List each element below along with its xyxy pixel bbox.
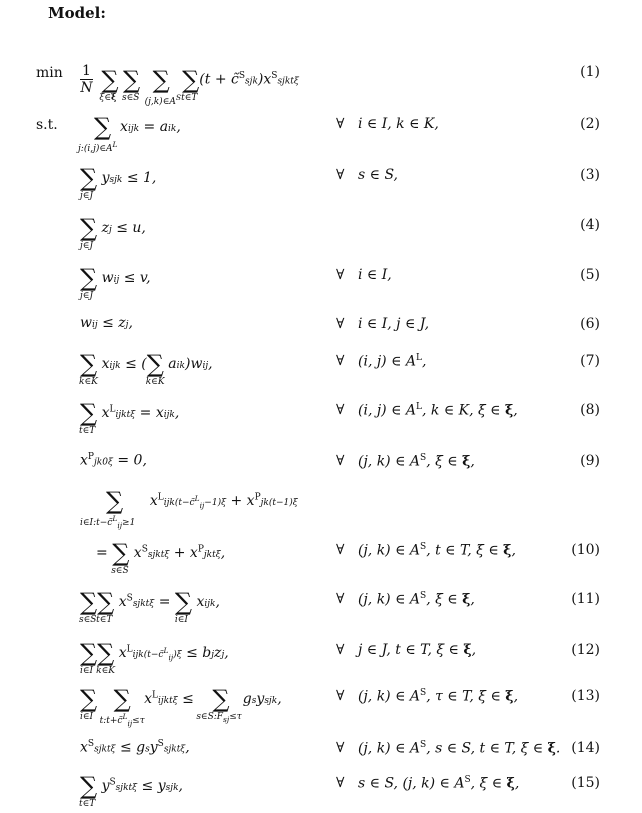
- equation-number: (8): [580, 402, 600, 418]
- forall-symbol: ∀: [336, 267, 345, 283]
- row-label: min: [36, 65, 63, 81]
- equation-expression: ∑ t∈T $y^Ssjkt\xi$ ≤ ysjk,: [79, 772, 183, 809]
- equation-condition: s ∈ S, (j, k) ∈ $A^S$, ξ ∈ ξ,: [358, 775, 520, 792]
- equation-condition: (i, j) ∈ $A^L$,: [358, 353, 427, 370]
- equation-expression: ∑ i∈I ∑ k∈K $x^Lijk(t-c̃^L_{ij})\xi$ ≤ bjzj,: [80, 639, 229, 676]
- forall-symbol: ∀: [336, 116, 345, 132]
- equation-number: (9): [580, 453, 600, 469]
- equation-number: (11): [571, 591, 600, 607]
- equation-number: (4): [580, 217, 600, 233]
- equation-expression: ∑ j∈J ysjk ≤ 1,: [80, 164, 157, 201]
- equation-expression: $x^Ssjkt\xi$ ≤ gsy$^S$sjktξ,: [80, 739, 190, 756]
- equation-expression: ∑ k∈K xijk ≤ (∑ k∈K aik)wij,: [79, 350, 213, 387]
- equation-number: (12): [571, 642, 600, 658]
- forall-symbol: ∀: [336, 353, 345, 369]
- forall-symbol: ∀: [336, 740, 345, 756]
- equation-expression: ∑ i∈I:t−c̃$^L_{ij}$≥1 $x^Lijk(t-c̃^L_{ij}-1)\xi + x^Pjk(t-1)\xi$: [80, 487, 298, 530]
- equation-expression: ∑ t∈T $x^Lijkt\xi$ = xijk,: [79, 399, 180, 436]
- forall-symbol: ∀: [336, 402, 345, 418]
- row-label: s.t.: [36, 117, 58, 133]
- equation-number: (1): [580, 64, 600, 80]
- equation-expression: ∑ j∈J zj ≤ u,: [80, 214, 146, 251]
- equation-condition: i ∈ I, j ∈ J,: [358, 316, 430, 332]
- equation-condition: (j, k) ∈ $A^S$, ξ ∈ ξ,: [358, 591, 475, 608]
- equation-condition: (j, k) ∈ $A^S$, ξ ∈ ξ,: [358, 453, 475, 470]
- equation-condition: i ∈ I, k ∈ K,: [358, 116, 439, 132]
- equation-expression: $\frac{1}{N}$ ∑ ξ∈ξ ∑ s∈S ∑ $(j,k)\in A^S$ ∑ t∈T $(t + c̃^Ssjk)x^Ssjkt\xi$: [80, 63, 299, 107]
- forall-symbol: ∀: [336, 591, 345, 607]
- equation-expression: ∑ $j:(i,j)\in A^L$ xijk = aik,: [78, 113, 181, 154]
- equation-condition: (i, j) ∈ $A^L$, k ∈ K, ξ ∈ ξ,: [358, 402, 518, 419]
- equation-number: (6): [580, 316, 600, 332]
- equation-condition: i ∈ I,: [358, 267, 392, 283]
- equation-number: (14): [571, 740, 600, 756]
- equation-number: (15): [571, 775, 600, 791]
- equation-expression: ∑ s∈S ∑ t∈T $x^Ssjkt\xi$ = ∑ i∈I xijk,: [79, 588, 220, 625]
- equation-expression: $x^Pjk0\xi = 0$,: [80, 452, 147, 469]
- forall-symbol: ∀: [336, 542, 345, 558]
- equation-condition: j ∈ J, t ∈ T, ξ ∈ ξ,: [358, 642, 477, 658]
- equation-number: (13): [571, 688, 600, 704]
- model-heading: Model:: [48, 4, 106, 22]
- equation-expression: = ∑ s∈S $x^Ssjkt\xi + x^Pjkt\xi$,: [96, 539, 226, 576]
- forall-symbol: ∀: [336, 453, 345, 469]
- equation-number: (7): [580, 353, 600, 369]
- forall-symbol: ∀: [336, 688, 345, 704]
- forall-symbol: ∀: [336, 775, 345, 791]
- forall-symbol: ∀: [336, 167, 345, 183]
- equation-number: (3): [580, 167, 600, 183]
- equation-expression: ∑ j∈J wij ≤ v,: [80, 264, 151, 301]
- equation-condition: (j, k) ∈ $A^S$, t ∈ T, ξ ∈ ξ,: [358, 542, 516, 559]
- forall-symbol: ∀: [336, 642, 345, 658]
- equation-expression: wij ≤ zj,: [80, 315, 133, 331]
- equation-condition: (j, k) ∈ $A^S$, s ∈ S, t ∈ T, ξ ∈ ξ.: [358, 740, 561, 757]
- equation-expression: ∑ i∈I ∑ t:t+c̃$^L_{ij}$≤τ $x^Lijkt\xi$ ≤ ∑ $s\in S:F_{sj}\le\tau$ gsysjk,: [80, 685, 282, 728]
- forall-symbol: ∀: [336, 316, 345, 332]
- equation-number: (10): [571, 542, 600, 558]
- equation-number: (5): [580, 267, 600, 283]
- equation-condition: (j, k) ∈ $A^S$, τ ∈ T, ξ ∈ ξ,: [358, 688, 519, 705]
- equation-condition: s ∈ S,: [358, 167, 398, 183]
- equation-number: (2): [580, 116, 600, 132]
